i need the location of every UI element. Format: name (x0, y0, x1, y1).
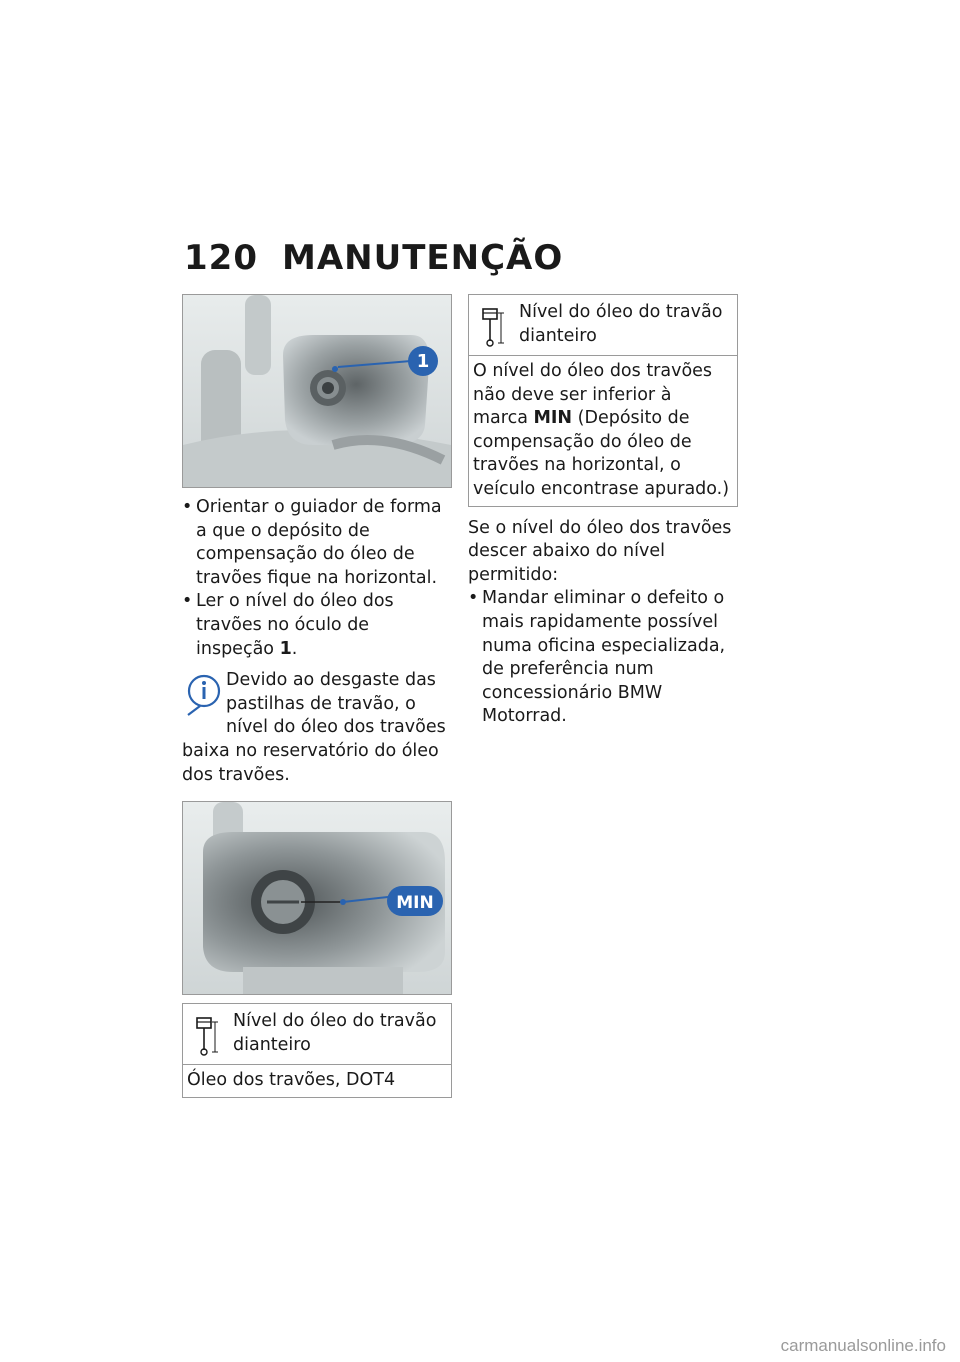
brake-fluid-level-icon (193, 1012, 219, 1058)
list-item: • Orientar o guiador de forma a que o depósito de compensação do óleo de travões fique na horizontal. (182, 496, 452, 590)
info-icon (182, 671, 222, 717)
action-list (468, 587, 738, 729)
spec-value: O nível do óleo dos travões não deve ser inferior à marca MIN (Depósito de compensação do óleo de travões na horizontal, o veículo encontrase apurado.) (473, 361, 730, 499)
left-column (182, 294, 452, 1098)
note-text: Devido ao desgaste das pastilhas de travão, o nível do óleo dos travões baixa no reservatório do óleo dos travões. (182, 670, 446, 785)
right-column (468, 294, 738, 729)
min-mark: MIN (533, 408, 573, 429)
spec-title: Nível do óleo do travão dianteiro (233, 1011, 437, 1055)
brake-reservoir-photo (182, 294, 452, 488)
list-item: • Ler o nível do óleo dos travões no óculo de inspeção 1. (182, 590, 452, 661)
spec-value: Óleo dos travões, DOT4 (187, 1070, 396, 1091)
list-item: • Mandar eliminar o defeito o mais rapidamente possível numa oficina especializada, de preferência num concessionário BMW Motorrad. (468, 587, 738, 729)
callout-reference: 1 (279, 638, 292, 659)
spec-title: Nível do óleo do travão dianteiro (519, 302, 723, 346)
page-number: 120 (184, 238, 258, 278)
brake-fluid-level-icon (479, 303, 505, 349)
spec-header (183, 1004, 451, 1065)
callout-1: 1 (416, 351, 430, 372)
spec-box-brake-fluid (182, 1003, 452, 1098)
spec-header (469, 295, 737, 356)
spec-box-brake-fluid-level (468, 294, 738, 507)
watermark: carmanualsonline.info (780, 1336, 946, 1355)
condition-paragraph: Se o nível do óleo dos travões descer abaixo do nível permitido: (468, 517, 732, 585)
info-note (182, 669, 452, 787)
callout-min: MIN (396, 893, 434, 914)
chapter-title: MANUTENÇÃO (282, 238, 564, 278)
brake-min-mark-photo (182, 801, 452, 995)
instruction-list (182, 496, 452, 661)
